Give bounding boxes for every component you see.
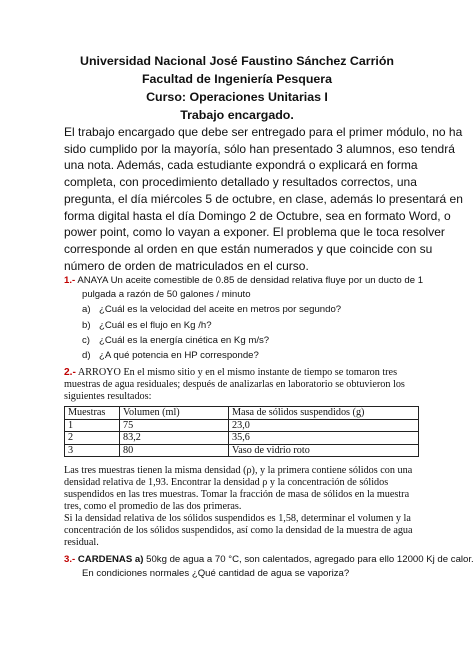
intro-line: pregunta, el día miércoles 5 de octubre, en clase, además lo presentará en [64, 191, 463, 206]
intro-line: forma digital hasta el día Domingo 2 de Octubre, sea en formato Word, o [64, 208, 451, 223]
problem-1-item: a) ¿Cuál es la velocidad del aceite en metros por segundo? [82, 304, 342, 315]
problem-1-number: 1.- [64, 275, 76, 286]
intro-line: corresponde al orden en que están numerados y que coincide con su [64, 241, 433, 256]
faculty-name: Facultad de Ingeniería Pesquera [141, 72, 333, 86]
table-row [65, 419, 419, 432]
intro-line: completa, con procedimiento detallado y resultados correctos, una [64, 175, 417, 190]
problem-2-text: suspendidos en las tres muestras. Tomar la fracción de masa de sólidos en la muestra [64, 489, 410, 500]
table-row [65, 444, 419, 457]
problem-2-text: tres, como el promedio de las dos primeras. [64, 501, 242, 512]
table-cell: 1 [65, 419, 120, 432]
course-name: Curso: Operaciones Unitarias I [146, 90, 328, 104]
table-cell: 80 [120, 444, 229, 457]
intro-line: número de orden de matriculados en el curso. [64, 258, 309, 273]
samples-table [64, 406, 419, 457]
table-header-cell: Masa de sólidos suspendidos (g) [229, 407, 419, 420]
problem-3-student: CARDENAS a) [75, 554, 144, 565]
table-cell: 35,6 [229, 432, 419, 445]
problem-1-item: d) ¿A qué potencia en HP corresponde? [82, 350, 259, 361]
intro-line: power point, como lo vayan a exponer. El problema que le toca resolver [64, 225, 445, 240]
problem-2-text: concentración de los sólidos suspendidos, así como la densidad de la muestra de agua [64, 525, 413, 536]
problem-2-text: residual. [64, 537, 99, 548]
problem-3-line: En condiciones normales ¿Qué cantidad de agua se vaporiza? [82, 568, 350, 579]
problem-2-text: Si la densidad relativa de los sólidos suspendidos es 1,58, determinar el volumen y la [64, 513, 411, 524]
problem-3-number: 3.- [64, 554, 76, 565]
table-cell: 2 [65, 432, 120, 445]
table-header-row [65, 407, 419, 420]
problem-2-line: muestras de agua residuales; después de analizarlas en laboratorio se obtuvieron los [64, 379, 405, 390]
problem-2-text: Las tres muestras tienen la misma densidad (ρ), y la primera contiene sólidos con una [64, 465, 413, 476]
intro-line: El trabajo encargado que debe ser entregado para el primer módulo, no ha [64, 125, 463, 139]
table-cell: 3 [65, 444, 120, 457]
problem-2-text: densidad relativa de 1,93. Encontrar la densidad ρ y la concentración de sólidos [64, 477, 389, 488]
problem-2-line: 2.- ARROYO En el mismo sitio y en el mismo instante de tiempo se tomaron tres [64, 367, 398, 378]
university-name: Universidad Nacional José Faustino Sánchez Carrión [80, 54, 394, 68]
problem-2-number: 2.- [64, 367, 76, 378]
intro-paragraph [64, 124, 463, 274]
problem-1-item: b) ¿Cuál es el flujo en Kg /h? [82, 320, 212, 331]
problem-3-line: 3.- CARDENAS a) 50kg de agua a 70 °C, son calentados, agregado para ello 12000 Kj de calor. [64, 554, 474, 565]
table-cell: Vaso de vidrio roto [229, 444, 419, 457]
problem-1-line: 1.- ANAYA Un aceite comestible de 0.85 de densidad relativa fluye por un ducto de 1 [64, 275, 424, 286]
table-cell: 23,0 [229, 419, 419, 432]
table-header-cell: Muestras [65, 407, 120, 420]
table-header-cell: Volumen (ml) [120, 407, 229, 420]
problem-1-line: pulgada a razón de 50 galones / minuto [82, 289, 251, 300]
assignment-title: Trabajo encargado. [180, 108, 294, 122]
table-cell: 75 [120, 419, 229, 432]
table-row [65, 432, 419, 445]
table-cell: 83,2 [120, 432, 229, 445]
problem-2-line: siguientes resultados: [64, 391, 152, 402]
problem-1-item: c) ¿Cuál es la energía cinética en Kg m/s? [82, 335, 270, 346]
intro-line: sido cumplido por la mayoría, sólo han presentado 3 alumnos, eso tendrá [64, 141, 455, 156]
intro-line: una nota. Además, cada estudiante expondrá o explicará en forma [64, 158, 418, 173]
